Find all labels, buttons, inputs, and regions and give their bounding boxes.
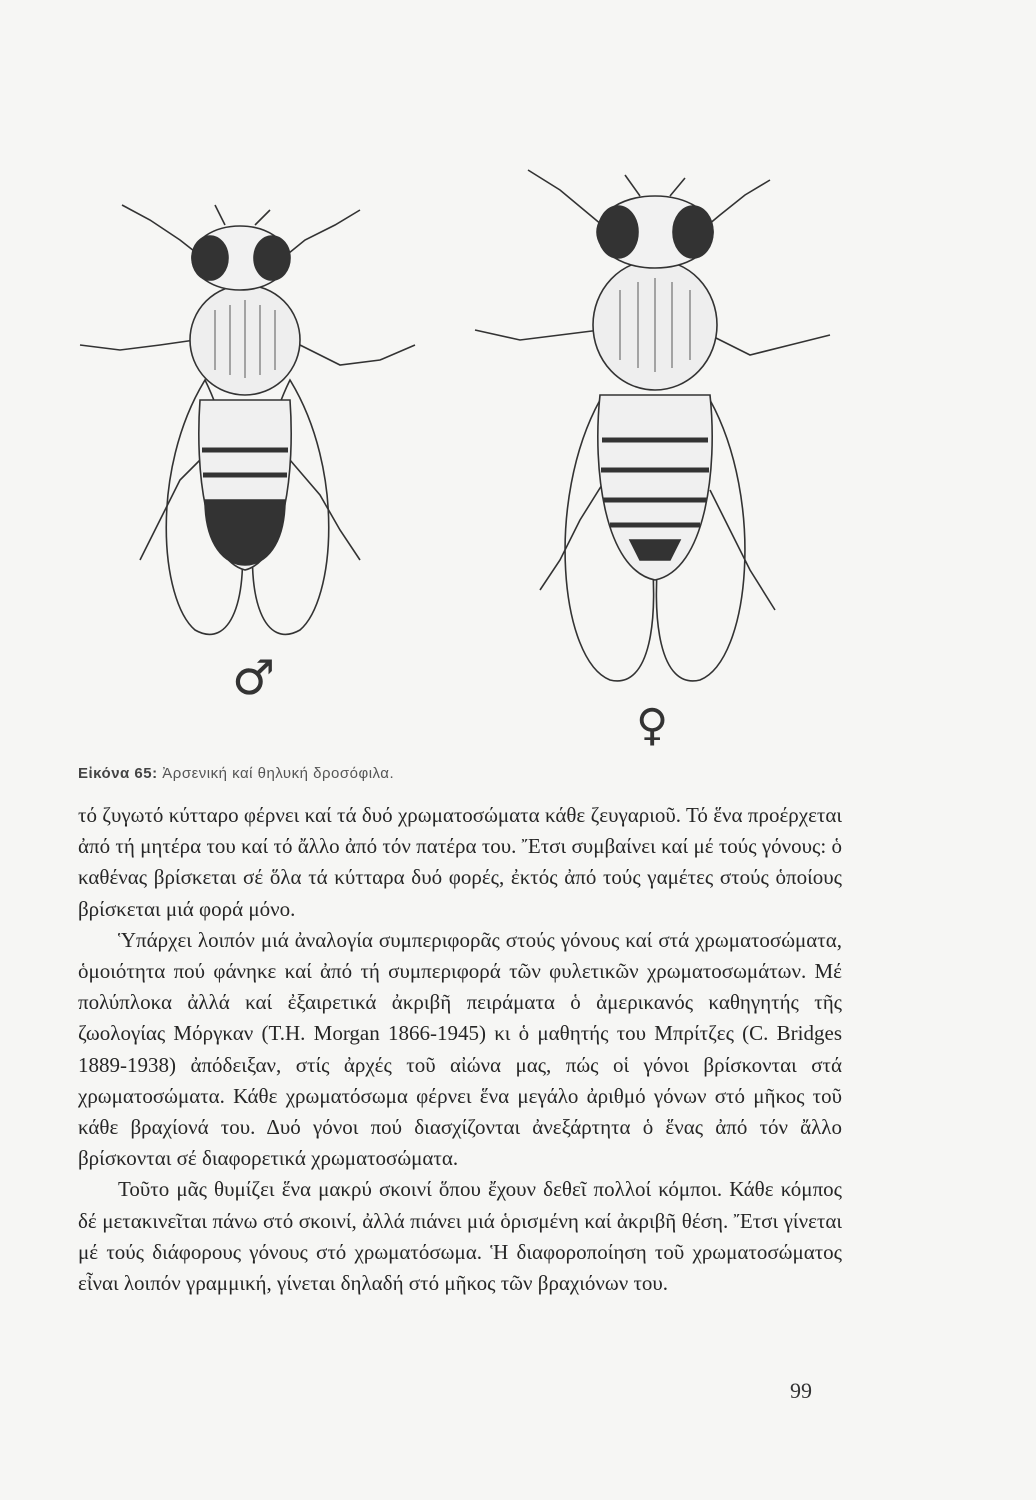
- female-symbol: ♀: [636, 700, 669, 751]
- paragraph: Ὑπάρχει λοιπόν μιά ἀναλογία συμπεριφορᾶς στούς γόνους καί στά χρωματοσώματα, ὁμοιότητα πού φάνηκε καί ἀπό τή συμπεριφορά τῶν φυλετικῶν χρωματοσωμάτων. Μέ πολύπλοκα ἀλλά καί ἐξαιρετικά ἀκριβῆ πειράματα ὁ ἀμερικανός καθηγητής τῆς ζωολογίας Μόργκαν (T.H. Morgan 1866-1945) κι ὁ μαθητής του Μπρίτζες (C. Bridges 1889-1938) ἀπόδειξαν, στίς ἀρχές τοῦ αἰώνα μας, πώς οἱ γόνοι βρίσκονται στά χρωματοσώματα. Κάθε χρωματόσωμα φέρνει ἕνα μεγάλο ἀριθμό γόνων στό μῆκος τοῦ κάθε βραχίονά του. Δυό γόνοι πού διασχίζονται ἀνεξάρτητα ὁ ἕνας ἀπό τόν ἄλλο βρίσκονται σέ διαφορετικά χρωματοσώματα.: [78, 927, 842, 1171]
- page-number: 99: [790, 1378, 812, 1403]
- female-fly-drawing: [475, 170, 830, 681]
- paragraph: τό ζυγωτό κύτταρο φέρνει καί τά δυό χρωματοσώματα κάθε ζευγαριοῦ. Τό ἕνα προέρχεται ἀπό τή μητέρα του καί τό ἄλλο ἀπό τόν πατέρα του. Ἔτσι συμβαίνει καί μέ τούς γόνους: ὁ καθένας βρίσκεται σέ ὅλα τά κύτταρα δυό φορές, ἐκτός ἀπό τούς γαμέτες στούς ὁποίους βρίσκεται μιά φορά μόνο.: [78, 803, 842, 921]
- body-text: [78, 800, 842, 1299]
- caption-text: Ἀρσενική καί θηλυκή δροσόφιλα.: [162, 765, 395, 782]
- male-fly-drawing: [80, 205, 415, 634]
- caption-label: Εἰκόνα 65:: [78, 765, 158, 782]
- paragraph: Τοῦτο μᾶς θυμίζει ἕνα μακρύ σκοινί ὅπου ἔχουν δεθεῖ πολλοί κόμποι. Κάθε κόμπος δέ μετακινεῖται πάνω στό σκοινί, ἀλλά πιάνει μιά ὁρισμένη καί ἀκριβῆ θέση. Ἔτσι γίνεται μέ τούς διάφορους γόνους στό χρωματόσωμα. Ἡ διαφοροποίηση τοῦ χρωματοσώματος εἶναι λοιπόν γραμμική, γίνεται δηλαδή στό μῆκος τῶν βραχιόνων του.: [78, 1177, 842, 1296]
- male-symbol: ♂: [232, 650, 276, 706]
- figure-caption: [78, 765, 394, 782]
